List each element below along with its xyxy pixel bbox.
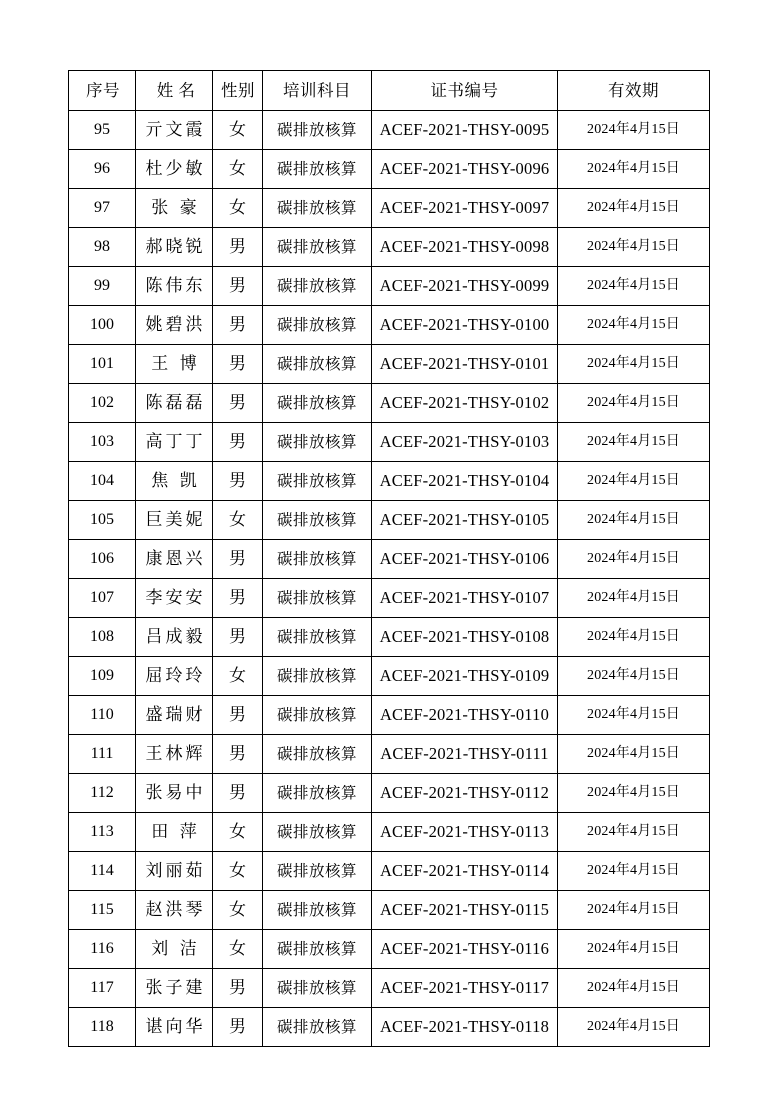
cell-name: 吕成毅 (136, 618, 213, 657)
table-row (69, 696, 710, 735)
cell-index: 108 (69, 618, 136, 657)
cell-name: 陈磊磊 (136, 384, 213, 423)
cell-subject: 碳排放核算 (263, 813, 372, 852)
cell-validity: 2024年4月15日 (558, 1008, 710, 1047)
cell-index: 105 (69, 501, 136, 540)
cell-certificate-number: ACEF-2021-THSY-0118 (372, 1008, 558, 1047)
table-row (69, 891, 710, 930)
table-row (69, 150, 710, 189)
cell-certificate-number: ACEF-2021-THSY-0117 (372, 969, 558, 1008)
cell-name: 张 豪 (136, 189, 213, 228)
cell-validity: 2024年4月15日 (558, 813, 710, 852)
cell-index: 113 (69, 813, 136, 852)
cell-name: 高丁丁 (136, 423, 213, 462)
cell-subject: 碳排放核算 (263, 306, 372, 345)
column-header-subject: 培训科目 (263, 71, 372, 111)
cell-subject: 碳排放核算 (263, 345, 372, 384)
cell-index: 115 (69, 891, 136, 930)
cell-gender: 男 (213, 540, 263, 579)
cell-index: 114 (69, 852, 136, 891)
cell-name: 刘 洁 (136, 930, 213, 969)
table-row (69, 267, 710, 306)
cell-subject: 碳排放核算 (263, 384, 372, 423)
cell-index: 95 (69, 111, 136, 150)
cell-validity: 2024年4月15日 (558, 540, 710, 579)
table-row (69, 345, 710, 384)
table-header (69, 71, 710, 111)
table-row (69, 618, 710, 657)
cell-validity: 2024年4月15日 (558, 891, 710, 930)
cell-name: 郝晓锐 (136, 228, 213, 267)
cell-certificate-number: ACEF-2021-THSY-0100 (372, 306, 558, 345)
cell-index: 118 (69, 1008, 136, 1047)
cell-certificate-number: ACEF-2021-THSY-0105 (372, 501, 558, 540)
cell-subject: 碳排放核算 (263, 462, 372, 501)
table-row (69, 111, 710, 150)
cell-gender: 女 (213, 657, 263, 696)
cell-index: 98 (69, 228, 136, 267)
table-row (69, 540, 710, 579)
cell-index: 103 (69, 423, 136, 462)
table-row (69, 969, 710, 1008)
certificate-table (68, 70, 710, 1047)
cell-index: 100 (69, 306, 136, 345)
cell-certificate-number: ACEF-2021-THSY-0109 (372, 657, 558, 696)
cell-certificate-number: ACEF-2021-THSY-0113 (372, 813, 558, 852)
cell-gender: 男 (213, 1008, 263, 1047)
cell-name: 张易中 (136, 774, 213, 813)
certificate-table-container (68, 70, 709, 1047)
cell-validity: 2024年4月15日 (558, 189, 710, 228)
cell-index: 101 (69, 345, 136, 384)
cell-validity: 2024年4月15日 (558, 852, 710, 891)
column-header-validity: 有效期 (558, 71, 710, 111)
cell-name: 盛瑞财 (136, 696, 213, 735)
cell-gender: 男 (213, 774, 263, 813)
table-row (69, 579, 710, 618)
cell-gender: 女 (213, 150, 263, 189)
cell-subject: 碳排放核算 (263, 930, 372, 969)
table-header-row (69, 71, 710, 111)
cell-name: 焦 凯 (136, 462, 213, 501)
cell-name: 李安安 (136, 579, 213, 618)
cell-validity: 2024年4月15日 (558, 657, 710, 696)
column-header-name: 姓 名 (136, 71, 213, 111)
cell-index: 107 (69, 579, 136, 618)
cell-validity: 2024年4月15日 (558, 501, 710, 540)
table-row (69, 735, 710, 774)
cell-subject: 碳排放核算 (263, 579, 372, 618)
cell-gender: 男 (213, 735, 263, 774)
cell-subject: 碳排放核算 (263, 891, 372, 930)
cell-subject: 碳排放核算 (263, 267, 372, 306)
table-row (69, 228, 710, 267)
cell-name: 屈玲玲 (136, 657, 213, 696)
cell-gender: 男 (213, 228, 263, 267)
cell-name: 刘丽茹 (136, 852, 213, 891)
cell-certificate-number: ACEF-2021-THSY-0115 (372, 891, 558, 930)
cell-gender: 男 (213, 267, 263, 306)
cell-index: 96 (69, 150, 136, 189)
cell-certificate-number: ACEF-2021-THSY-0110 (372, 696, 558, 735)
table-row (69, 930, 710, 969)
cell-gender: 男 (213, 423, 263, 462)
cell-gender: 女 (213, 930, 263, 969)
cell-gender: 女 (213, 501, 263, 540)
cell-subject: 碳排放核算 (263, 111, 372, 150)
cell-validity: 2024年4月15日 (558, 462, 710, 501)
cell-name: 谌向华 (136, 1008, 213, 1047)
cell-gender: 女 (213, 852, 263, 891)
cell-subject: 碳排放核算 (263, 150, 372, 189)
cell-validity: 2024年4月15日 (558, 345, 710, 384)
cell-certificate-number: ACEF-2021-THSY-0107 (372, 579, 558, 618)
cell-index: 111 (69, 735, 136, 774)
table-row (69, 306, 710, 345)
cell-certificate-number: ACEF-2021-THSY-0111 (372, 735, 558, 774)
cell-validity: 2024年4月15日 (558, 579, 710, 618)
cell-gender: 男 (213, 579, 263, 618)
table-body (69, 111, 710, 1047)
cell-name: 康恩兴 (136, 540, 213, 579)
cell-index: 109 (69, 657, 136, 696)
table-row (69, 813, 710, 852)
cell-index: 99 (69, 267, 136, 306)
cell-index: 110 (69, 696, 136, 735)
cell-validity: 2024年4月15日 (558, 930, 710, 969)
cell-name: 张子建 (136, 969, 213, 1008)
cell-index: 97 (69, 189, 136, 228)
table-row (69, 384, 710, 423)
cell-certificate-number: ACEF-2021-THSY-0099 (372, 267, 558, 306)
cell-validity: 2024年4月15日 (558, 969, 710, 1008)
cell-name: 杜少敏 (136, 150, 213, 189)
cell-validity: 2024年4月15日 (558, 423, 710, 462)
cell-index: 106 (69, 540, 136, 579)
cell-index: 112 (69, 774, 136, 813)
cell-certificate-number: ACEF-2021-THSY-0114 (372, 852, 558, 891)
cell-name: 王林辉 (136, 735, 213, 774)
table-row (69, 774, 710, 813)
table-row (69, 1008, 710, 1047)
cell-subject: 碳排放核算 (263, 540, 372, 579)
cell-index: 116 (69, 930, 136, 969)
cell-name: 王 博 (136, 345, 213, 384)
cell-certificate-number: ACEF-2021-THSY-0097 (372, 189, 558, 228)
cell-certificate-number: ACEF-2021-THSY-0095 (372, 111, 558, 150)
cell-subject: 碳排放核算 (263, 501, 372, 540)
cell-subject: 碳排放核算 (263, 657, 372, 696)
cell-certificate-number: ACEF-2021-THSY-0101 (372, 345, 558, 384)
table-row (69, 423, 710, 462)
cell-subject: 碳排放核算 (263, 1008, 372, 1047)
cell-gender: 女 (213, 813, 263, 852)
cell-gender: 男 (213, 618, 263, 657)
cell-certificate-number: ACEF-2021-THSY-0103 (372, 423, 558, 462)
cell-gender: 女 (213, 189, 263, 228)
cell-subject: 碳排放核算 (263, 189, 372, 228)
cell-name: 赵洪琴 (136, 891, 213, 930)
cell-subject: 碳排放核算 (263, 774, 372, 813)
cell-certificate-number: ACEF-2021-THSY-0108 (372, 618, 558, 657)
cell-gender: 男 (213, 462, 263, 501)
cell-gender: 女 (213, 891, 263, 930)
cell-subject: 碳排放核算 (263, 852, 372, 891)
cell-validity: 2024年4月15日 (558, 618, 710, 657)
cell-validity: 2024年4月15日 (558, 735, 710, 774)
cell-validity: 2024年4月15日 (558, 384, 710, 423)
cell-validity: 2024年4月15日 (558, 228, 710, 267)
column-header-certificate-number: 证书编号 (372, 71, 558, 111)
cell-subject: 碳排放核算 (263, 696, 372, 735)
cell-certificate-number: ACEF-2021-THSY-0106 (372, 540, 558, 579)
cell-gender: 男 (213, 969, 263, 1008)
cell-certificate-number: ACEF-2021-THSY-0096 (372, 150, 558, 189)
cell-gender: 男 (213, 345, 263, 384)
column-header-gender: 性别 (213, 71, 263, 111)
table-row (69, 852, 710, 891)
cell-validity: 2024年4月15日 (558, 267, 710, 306)
cell-index: 102 (69, 384, 136, 423)
cell-subject: 碳排放核算 (263, 423, 372, 462)
cell-validity: 2024年4月15日 (558, 111, 710, 150)
cell-subject: 碳排放核算 (263, 618, 372, 657)
cell-validity: 2024年4月15日 (558, 306, 710, 345)
table-row (69, 189, 710, 228)
cell-name: 亓文霞 (136, 111, 213, 150)
cell-certificate-number: ACEF-2021-THSY-0104 (372, 462, 558, 501)
cell-subject: 碳排放核算 (263, 969, 372, 1008)
cell-certificate-number: ACEF-2021-THSY-0102 (372, 384, 558, 423)
cell-name: 陈伟东 (136, 267, 213, 306)
table-row (69, 657, 710, 696)
cell-name: 巨美妮 (136, 501, 213, 540)
cell-validity: 2024年4月15日 (558, 774, 710, 813)
table-row (69, 462, 710, 501)
cell-gender: 男 (213, 384, 263, 423)
cell-validity: 2024年4月15日 (558, 150, 710, 189)
column-header-index: 序号 (69, 71, 136, 111)
cell-certificate-number: ACEF-2021-THSY-0116 (372, 930, 558, 969)
cell-validity: 2024年4月15日 (558, 696, 710, 735)
cell-gender: 男 (213, 696, 263, 735)
table-row (69, 501, 710, 540)
cell-certificate-number: ACEF-2021-THSY-0098 (372, 228, 558, 267)
cell-subject: 碳排放核算 (263, 735, 372, 774)
cell-index: 117 (69, 969, 136, 1008)
cell-gender: 女 (213, 111, 263, 150)
cell-name: 姚碧洪 (136, 306, 213, 345)
cell-index: 104 (69, 462, 136, 501)
cell-certificate-number: ACEF-2021-THSY-0112 (372, 774, 558, 813)
cell-subject: 碳排放核算 (263, 228, 372, 267)
cell-name: 田 萍 (136, 813, 213, 852)
cell-gender: 男 (213, 306, 263, 345)
